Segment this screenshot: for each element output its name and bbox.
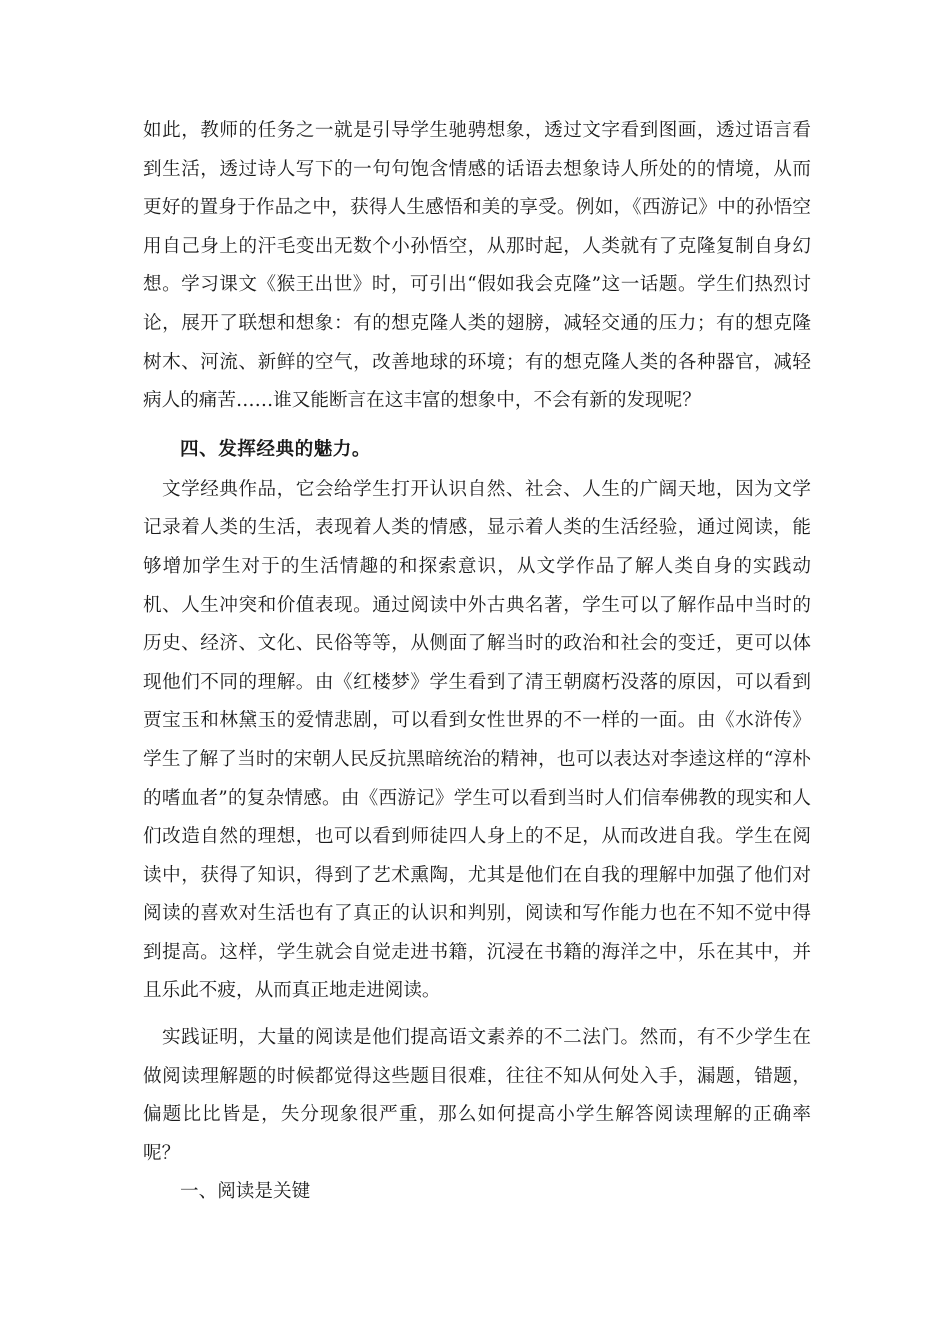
section-heading-one: 一、阅读是关键 [180,1181,311,1203]
document-body [143,112,811,1211]
practice-paragraph: 实践证明，大量的阅读是他们提高语文素养的不二法门。然而，有不少学生在做阅读理解题的时候都觉得这些题目很难，往往不知从何处入手，漏题，错题，偏题比比皆是，失分现象很严重，那么如何提高小学生解答阅读理解的正确率呢？ [143,1027,811,1164]
section-heading-four: 四、发挥经典的魅力。 [180,438,371,460]
classics-paragraph: 文学经典作品，它会给学生打开认识自然、社会、人生的广阔天地，因为文学记录着人类的生活，表现着人类的情感，显示着人类的生活经验，通过阅读，能够增加学生对于的生活情趣的和探索意识，从文学作品了解人类自身的实践动机、人生冲突和价值表现。通过阅读中外古典名著，学生可以了解作品中当时的历史、经济、文化、民俗等等，从侧面了解当时的政治和社会的变迁，更可以体现他们不同的理解。由《红楼梦》学生看到了清王朝腐朽没落的原因，可以看到贾宝玉和林黛玉的爱情悲剧，可以看到女性世界的不一样的一面。由《水浒传》学生了解了当时的宋朝人民反抗黑暗统治的精神，也可以表达对李逵这样的“淳朴的嗜血者”的复杂情感。由《西游记》学生可以看到当时人们信奉佛教的现实和人们改造自然的理想，也可以看到师徒四人身上的不足，从而改进自我。学生在阅读中，获得了知识，得到了艺术熏陶，尤其是他们在自我的理解中加强了他们对阅读的喜欢对生活也有了真正的认识和判别，阅读和写作能力也在不知不觉中得到提高。这样，学生就会自觉走进书籍，沉浸在书籍的海洋之中，乐在其中，并且乐此不疲，从而真正地走进阅读。 [143,478,811,1002]
intro-paragraph: 如此，教师的任务之一就是引导学生驰骋想象，透过文字看到图画，透过语言看到生活，透过诗人写下的一句句饱含情感的话语去想象诗人所处的的情境，从而更好的置身于作品之中，获得人生感悟和美的享受。例如，《西游记》中的孙悟空用自己身上的汗毛变出无数个小孙悟空，从那时起，人类就有了克隆复制自身幻想。学习课文《猴王出世》时，可引出“假如我会克隆”这一话题。学生们热烈讨论，展开了联想和想象：有的想克隆人类的翅膀，减轻交通的压力；有的想克隆树木、河流、新鲜的空气，改善地球的环境；有的想克隆人类的各种器官，减轻病人的痛苦……谁又能断言在这丰富的想象中，不会有新的发现呢？ [143,120,811,412]
